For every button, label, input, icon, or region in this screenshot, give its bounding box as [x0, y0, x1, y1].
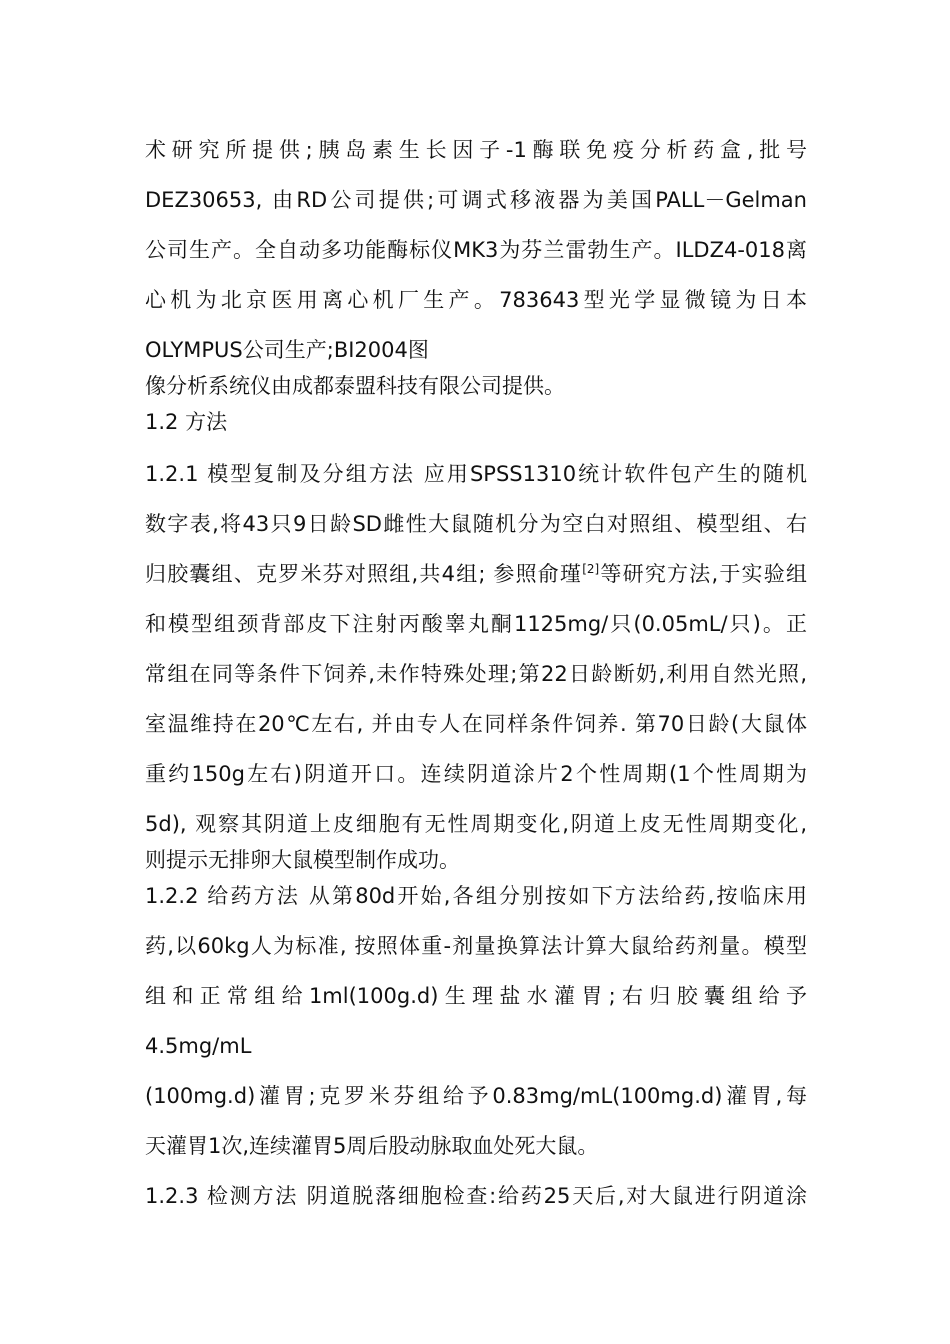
text-line: 则提示无排卵大鼠模型制作成功。	[145, 848, 460, 872]
text-line	[145, 560, 807, 588]
text-line: 心机为北京医用离心机厂生产。783643型光学显微镜为日本	[145, 288, 807, 312]
text-line: 1.2.2 给药方法 从第80d开始,各组分别按如下方法给药,按临床用	[145, 884, 807, 908]
text-line: 公司生产。全自动多功能酶标仪MK3为芬兰雷勃生产。ILDZ4-018离	[145, 238, 807, 262]
text-line: 1.2.3 检测方法 阴道脱落细胞检查:给药25天后,对大鼠进行阴道涂	[145, 1184, 807, 1208]
text-line: (100mg.d)灌胃;克罗米芬组给予0.83mg/mL(100mg.d)灌胃,每	[145, 1084, 807, 1108]
section-heading: 1.2 方法	[145, 410, 228, 434]
text-segment: 等研究方法,于实验组	[599, 562, 807, 586]
citation-marker: [2]	[582, 562, 600, 576]
text-line: 天灌胃1次,连续灌胃5周后股动脉取血处死大鼠。	[145, 1134, 599, 1158]
text-segment: 归胶囊组、克罗米芬对照组,共4组; 参照俞瑾	[145, 562, 583, 586]
text-line: DEZ30653, 由RD公司提供;可调式移液器为美国PALL－Gelman	[145, 188, 807, 212]
text-line: 重约150g左右)阴道开口。连续阴道涂片2个性周期(1个性周期为	[145, 762, 807, 786]
text-line: 药,以60kg人为标准, 按照体重-剂量换算法计算大鼠给药剂量。模型	[145, 934, 807, 958]
text-line: 像分析系统仪由成都泰盟科技有限公司提供。	[145, 374, 565, 398]
text-line: 和模型组颈背部皮下注射丙酸睾丸酮1125mg/只(0.05mL/只)。正	[145, 612, 807, 636]
text-line: 5d), 观察其阴道上皮细胞有无性周期变化,阴道上皮无性周期变化,	[145, 812, 807, 836]
text-line: 术研究所提供;胰岛素生长因子-1酶联免疫分析药盒,批号	[145, 138, 807, 162]
text-line: 1.2.1 模型复制及分组方法 应用SPSS1310统计软件包产生的随机	[145, 462, 807, 486]
text-line: 4.5mg/mL	[145, 1034, 252, 1058]
text-line: 组和正常组给1ml(100g.d)生理盐水灌胃;右归胶囊组给予	[145, 984, 807, 1008]
text-line: 室温维持在20℃左右, 并由专人在同样条件饲养. 第70日龄(大鼠体	[145, 712, 807, 736]
text-line: 常组在同等条件下饲养,未作特殊处理;第22日龄断奶,利用自然光照,	[145, 662, 807, 686]
text-line: 数字表,将43只9日龄SD雌性大鼠随机分为空白对照组、模型组、右	[145, 512, 807, 536]
text-line: OLYMPUS公司生产;BI2004图	[145, 338, 429, 362]
